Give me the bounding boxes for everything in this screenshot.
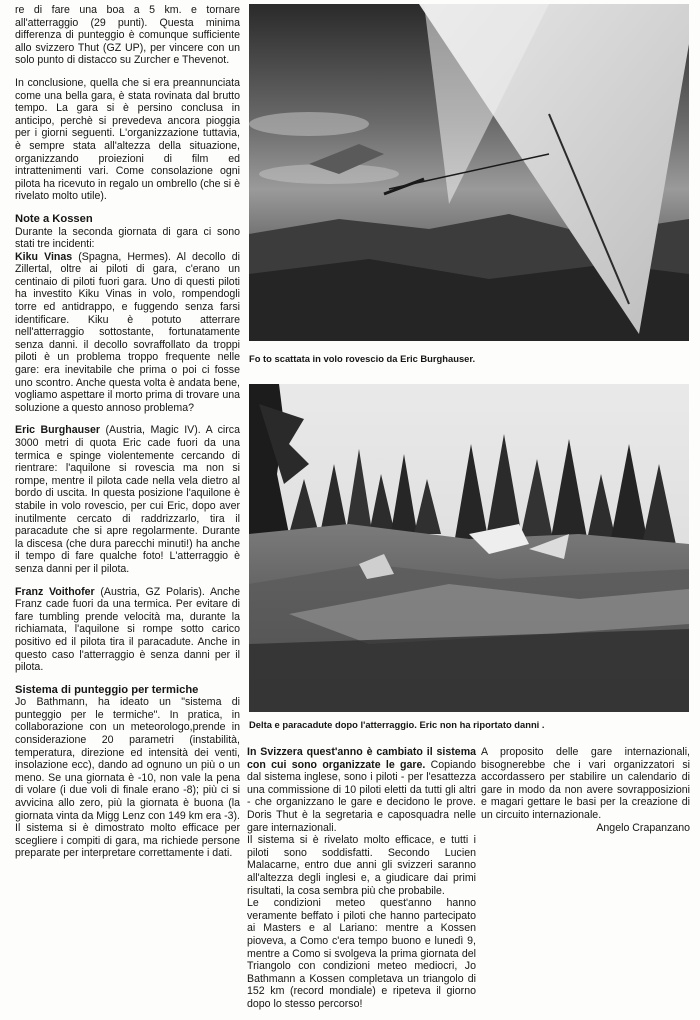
heading-note-kossen: Note a Kossen — [15, 212, 93, 225]
name-eric-burghauser: Eric Burghauser — [15, 424, 100, 437]
author-signature: Angelo Crapanzano — [596, 821, 690, 834]
photo-inverted-flight — [249, 4, 689, 341]
name-franz-voithofer: Franz Voithofer — [15, 585, 95, 598]
article-column-bottom-middle — [247, 746, 476, 1020]
photo-caption-1: Fo to scattata in volo rovescio da Eric Burghauser. — [249, 353, 476, 364]
name-kiku-vinas: Kiku Vinas — [15, 250, 73, 263]
paragraph-kiku: Kiku Vinas (Spagna, Hermes). Al decollo di Zillertal, oltre ai piloti di gara, c'erano un centinaio di piloti fuori gara. Uno di questi piloti ha investito Kiku Vinas in volo, rompendogli torre ed antidrappo, e fuggendo senza farsi identificare. Kiku è potuto atterrare nell'atterraggio sottostante, fortunatamente senza danni. il decollo sovraffollato da troppi piloti è un problema troppo frequente nelle gare: era inevitabile che prima o poi ci fosse uno scontro. Anche questa volta è andata bene, vogliamo aspettare il morto prima di trovare una soluzione a questo annoso problema? — [15, 250, 240, 414]
photo-caption-2: Delta e paracadute dopo l'atterraggio. Eric non ha riportato danni . — [249, 719, 545, 730]
paragraph-franz: Franz Voithofer (Austria, GZ Polaris). Anche Franz cade fuori da una termica. Per evitare di fare tumbling prende velocità ma, durante la richiamata, l'aquilone si rompe sotto carico positivo ed il pilota tira il paracadute. Anche in questo caso l'atterraggio è senza danni per il pilota. — [15, 585, 241, 674]
heading-svizzera: In Svizzera quest'anno è cambiato il sistema con cui sono organizzate le gare. — [247, 746, 476, 771]
article-column-bottom-right — [481, 746, 690, 844]
paragraph-svizzera: In Svizzera quest'anno è cambiato il sistema con cui sono organizzate le gare. Copiando dal sistema inglese, sono i piloti - per l'esattezza una commissione di 10 piloti eletti da tutti gli altri - che organizzano le gare e decidono le prove. Doris Thut è la segretaria e caposquadra nelle gare internazionali. — [247, 746, 476, 834]
paragraph-incidents-intro: Durante la seconda giornata di gara ci sono stati tre incidenti: — [15, 225, 240, 251]
paragraph-meteo: Le condizioni meteo quest'anno hanno veramente beffato i piloti che hanno partecipato ai Masters e al Lariano: mentre a Kossen pioveva, a Como c'era tempo buono e lunedì 9, mentre a Como si svolgeva la prima giornata del Triangolo con condizioni meteo mediocri, Jo Bathmann a Kossen completava un triangolo di 152 km (record mondiale) e ripeteva il giorno dopo lo stesso percorso! — [247, 897, 476, 1010]
article-column-left — [15, 4, 240, 870]
paragraph-conclusion-prev: re di fare una boa a 5 km. e tornare all'atterraggio (29 punti). Questa minima differenza di punteggio è comunque sufficiente allo svizzero Thut (GZ UP), per vincere con un solo punto di distacco su Zurcher e Thevenot. — [15, 4, 240, 67]
paragraph-sistema: Jo Bathmann, ha ideato un "sistema di punteggio per le termiche". In pratica, in collaborazione con un meteorologo,prende in considerazione 20 parametri (instabilità, temperatura, direzione ed intensità dei venti, insolazione ecc), dando ad ognuno un più o un meno. Se una giornata è -10, non vale la pena di volare (i due voli di finale erano -8); più ci si avvicina allo zero, più la giornata è buona (la giornata vinta da Migg Lenz con 149 km era -3). Il sistema si è dimostrato molto efficace per scegliere i compiti di gara, ma richiede persone preparate per interpretare correttamente i dati. — [15, 696, 240, 860]
photo-landing — [249, 384, 689, 712]
paragraph-eric: Eric Burghauser (Austria, Magic IV). A circa 3000 metri di quota Eric cade fuori da una termica e spinge violentemente cercando di rientrare: l'aquilone si rovescia ma non si rompe, mentre il pilota cade nella vela dietro al bordo di uscita. In questa posizione l'aquilone è stabile in volo rovescio, per cui Eric, dopo aver inutilmente cercato di raddrizzarlo, tira il paracadute che si apre regolarmente. Durante la discesa (che dura parecchi minuti!) ha anche il tempo di fare qualche foto! L'atterraggio è senza danni per il pilota. — [15, 424, 240, 575]
paragraph-svizzera-2: Il sistema si è rivelato molto efficace, e tutti i piloti sono soddisfatti. Secondo Lucien Malacarne, entro due anni gli svizzeri saranno all'altezza degli inglesi e, a giudicare dai primi risultati, la cosa sembra più che probabile. — [247, 834, 476, 897]
paragraph-proposito: A proposito delle gare internazionali, bisognerebbe che i vari organizzatori si accordassero per stabilire un calendario di gare in modo da non avere sovrapposizioni e magari gettare le basi per la creazione di un circuito internazionale. — [481, 746, 690, 821]
paragraph-conclusion: In conclusione, quella che si era preannunciata come una bella gara, è stata rovinata dal brutto tempo. La gara si è persino conclusa in anticipo, perchè si prevedeva ancora pioggia per i giorni seguenti. L'organizzazione tuttavia, è sempre stata all'altezza della situazione, organizzando proiezioni di film ed intrattenimenti vari. Come consolazione ogni pilota ha ricevuto in regalo un ombrello (che si è rivelato molto utile). — [15, 76, 240, 203]
heading-sistema-punteggio: Sistema di punteggio per termiche — [15, 683, 199, 696]
